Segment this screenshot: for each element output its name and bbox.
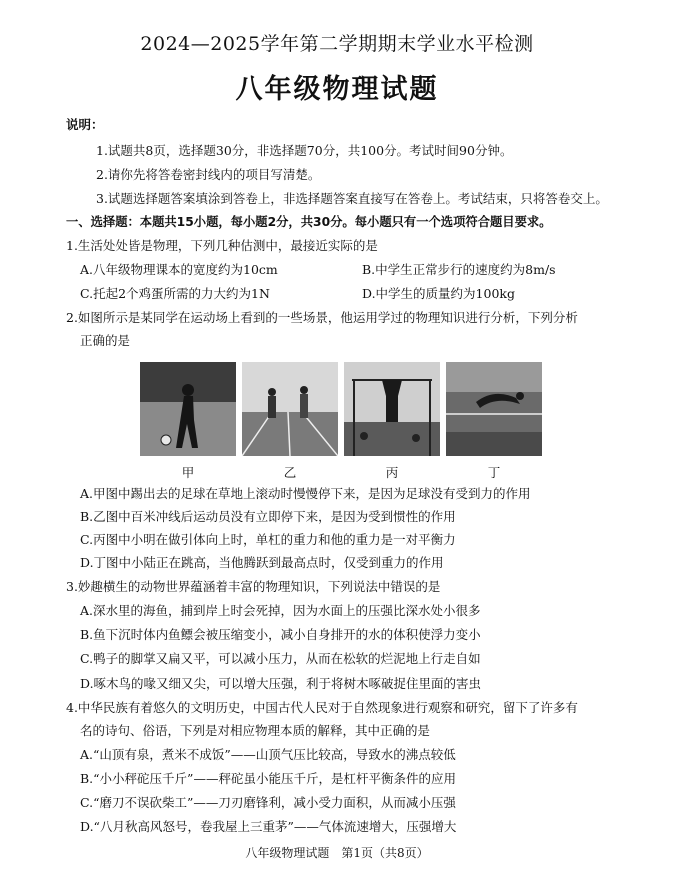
section1-title: 一、选择题：本题共15小题，每小题2分，共30分。每小题只有一个选项符合题目要求。 [66, 215, 552, 229]
q3-option-d: D.啄木鸟的喙又细又尖，可以增大压强，利于将树木啄破捉住里面的害虫 [80, 676, 482, 691]
page-footer: 八年级物理试题 第1页（共8页） [245, 846, 429, 860]
q2-option-d: D.丁图中小陆正在跳高，当他腾跃到最高点时，仅受到重力的作用 [80, 555, 444, 570]
instruction-item-1: 1.试题共8页，选择题30分，非选择题70分，共100分。考试时间90分钟。 [96, 143, 513, 158]
q1-option-a: A.八年级物理课本的宽度约为10cm [80, 262, 278, 277]
q4-option-d: D.“八月秋高风怒号，卷我屋上三重茅”——气体流速增大，压强增大 [80, 819, 457, 834]
q4-stem: 4.中华民族有着悠久的文明历史，中国古代人民对于自然现象进行观察和研究，留下了许多有 [66, 700, 578, 715]
q2-option-b: B.乙图中百米冲线后运动员没有立即停下来，是因为受到惯性的作用 [80, 509, 456, 524]
q1-stem: 1.生活处处皆是物理，下列几种估测中，最接近实际的是 [66, 238, 378, 253]
exam-title: 八年级物理试题 [235, 74, 439, 105]
q1-option-c: C.托起2个鸡蛋所需的力大约为1N [80, 286, 270, 301]
photo-label-bing: 丙 [385, 465, 399, 480]
q2-stem-cont: 正确的是 [80, 333, 131, 348]
photo-label-yi: 乙 [283, 465, 297, 480]
q4-option-c: C.“磨刀不误砍柴工”——刀刃磨锋利，减小受力面积，从而减小压强 [80, 795, 456, 810]
q2-option-a: A.甲图中踢出去的足球在草地上滚动时慢慢停下来，是因为足球没有受到力的作用 [80, 486, 531, 501]
q2-option-c: C.丙图中小明在做引体向上时，单杠的重力和他的重力是一对平衡力 [80, 532, 456, 547]
q3-option-b: B.鱼下沉时体内鱼鳔会被压缩变小，减小自身排开的水的体积使浮力变小 [80, 627, 481, 642]
q3-stem: 3.妙趣横生的动物世界蕴涵着丰富的物理知识，下列说法中错误的是 [66, 579, 441, 594]
photo-sprint [242, 362, 338, 456]
q1-option-b: B.中学生正常步行的速度约为8m/s [362, 262, 556, 277]
photo-high-jump [446, 362, 542, 456]
photo-pullup [344, 362, 440, 456]
instruction-item-2: 2.请你先将答卷密封线内的项目写清楚。 [96, 167, 321, 182]
exam-header: 2024—2025学年第二学期期末学业水平检测 [140, 33, 534, 55]
q4-option-a: A.“山顶有泉，煮米不成饭”——山顶气压比较高，导致水的沸点较低 [80, 747, 456, 762]
photo-label-jia: 甲 [181, 465, 195, 480]
photo-football [140, 362, 236, 456]
q1-option-d: D.中学生的质量约为100kg [362, 286, 515, 301]
photo-label-ding: 丁 [487, 465, 501, 480]
q3-option-a: A.深水里的海鱼，捕到岸上时会死掉，因为水面上的压强比深水处小很多 [80, 603, 481, 618]
instructions-label: 说明： [66, 117, 104, 132]
q4-stem-cont: 名的诗句、俗语，下列是对相应物理本质的解释，其中正确的是 [80, 723, 431, 738]
q4-option-b: B.“小小秤砣压千斤”——秤砣虽小能压千斤，是杠杆平衡条件的应用 [80, 771, 456, 786]
q3-option-c: C.鸭子的脚掌又扁又平，可以减小压力，从而在松软的烂泥地上行走自如 [80, 651, 481, 666]
q2-stem: 2.如图所示是某同学在运动场上看到的一些场景，他运用学过的物理知识进行分析，下列分析 [66, 310, 578, 325]
instruction-item-3: 3.试题选择题答案填涂到答卷上，非选择题答案直接写在答卷上。考试结束，只将答卷交上。 [96, 191, 608, 206]
